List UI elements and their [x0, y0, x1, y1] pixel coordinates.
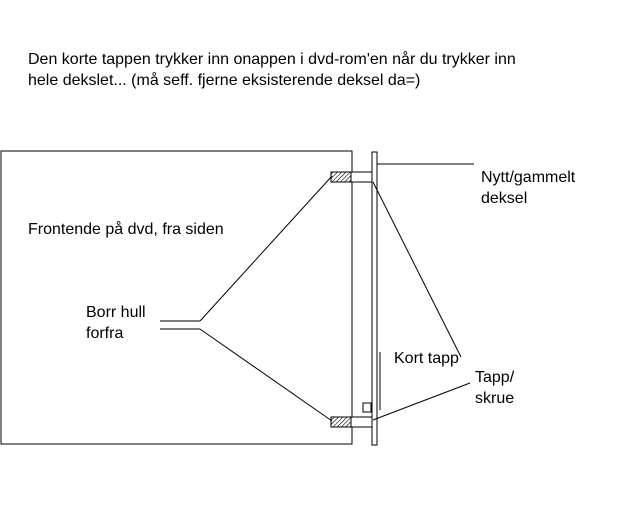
label-drill-holes-line1: Borr hull — [86, 304, 146, 321]
explanation-note-line2: hele dekslet... (må seff. fjerne eksisterende deksel da=) — [28, 72, 421, 89]
explanation-note — [28, 49, 516, 91]
explanation-note-line1: Den korte tappen trykker inn onappen i dvd-rom'en når du trykker inn — [28, 51, 516, 68]
dvd-front-box — [1, 151, 352, 444]
label-tap-screw-line2: skrue — [475, 390, 515, 407]
label-cover-line1: Nytt/gammelt — [481, 169, 576, 186]
cover-plate — [372, 152, 377, 445]
label-drill-holes-line2: forfra — [86, 325, 124, 342]
label-short-tap: Kort tapp — [394, 350, 459, 367]
drill-hole-leaders — [160, 176, 332, 421]
label-cover-line2: deksel — [481, 190, 528, 207]
label-cover — [481, 167, 575, 209]
tap-screw-leaders — [373, 182, 470, 420]
top-screw — [331, 172, 372, 182]
label-tap-screw-line1: Tapp/ — [475, 369, 515, 386]
label-dvd-front: Frontende på dvd, fra siden — [28, 221, 224, 238]
label-tap-screw — [475, 367, 514, 409]
bottom-screw — [331, 417, 372, 427]
label-drill-holes — [86, 302, 146, 344]
